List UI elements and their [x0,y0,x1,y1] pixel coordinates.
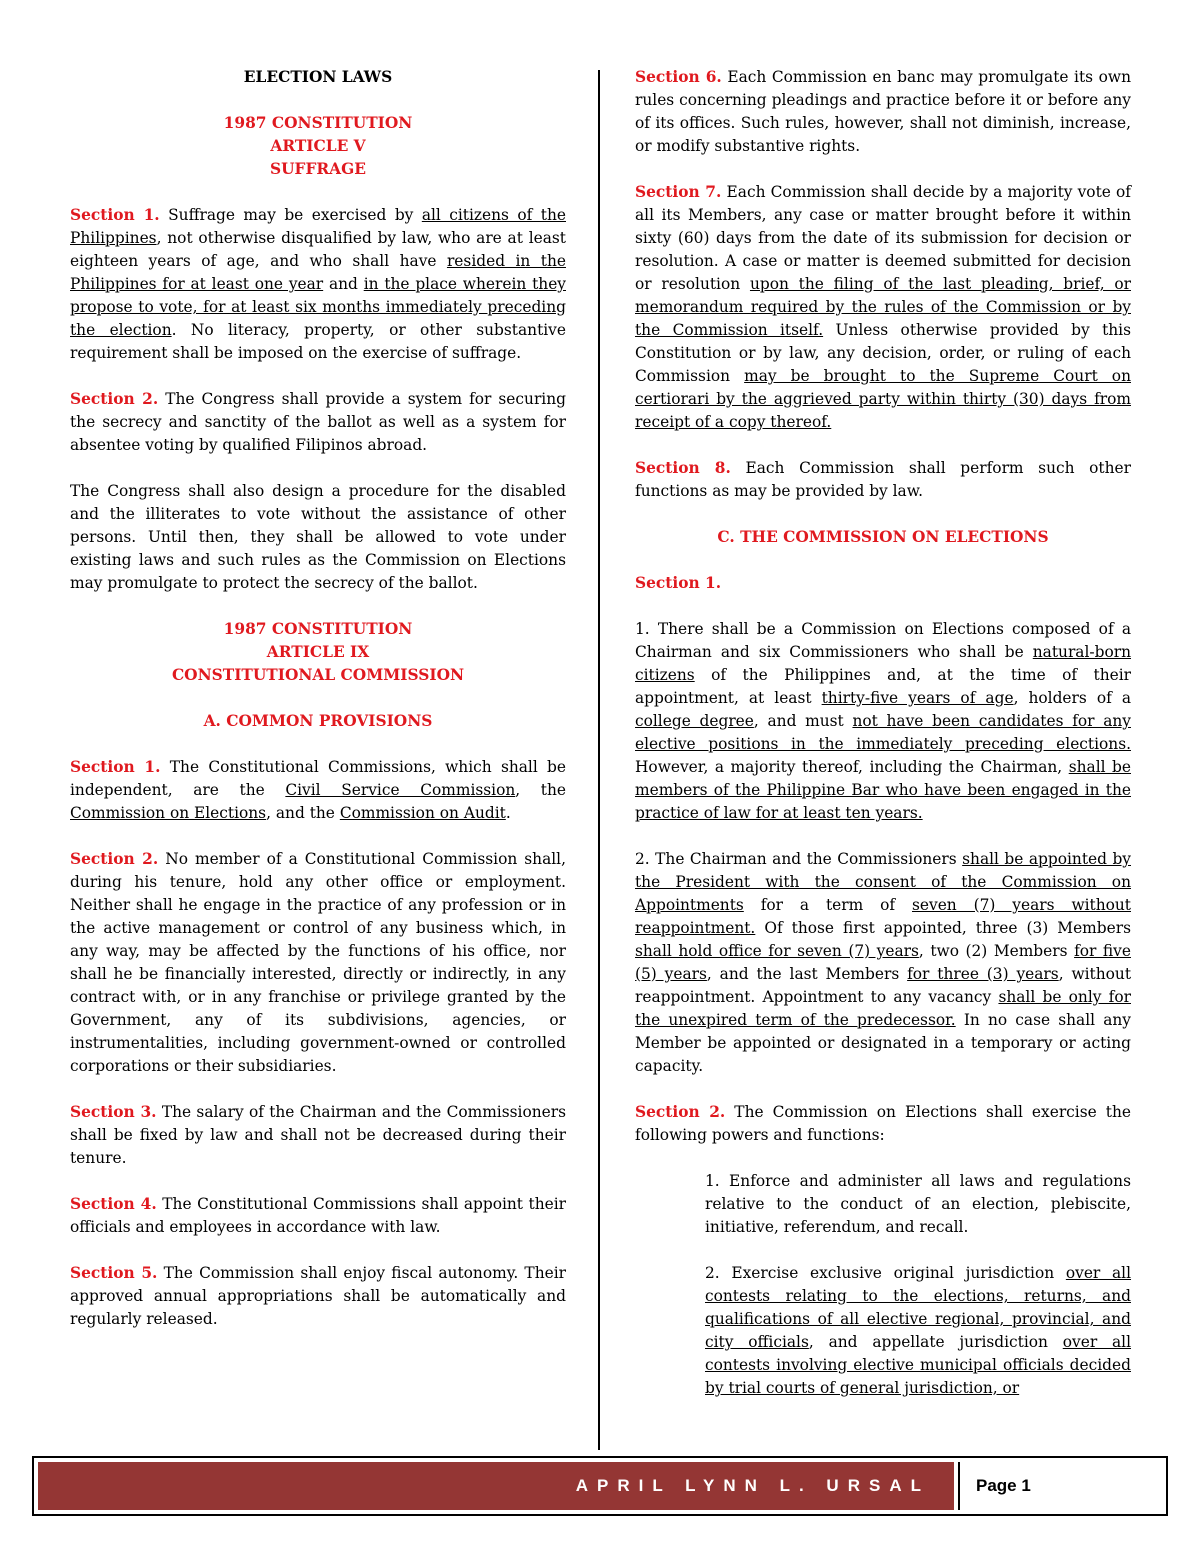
section-text: The Commission on Elections shall exercise the following powers and functions: [635,1103,1131,1144]
section-text: and [323,275,364,293]
section-label: Section 2. [70,390,159,408]
page-footer [32,1456,1168,1516]
comelec-section-1-paragraph-2 [635,848,1131,1078]
comelec-heading: C. THE COMMISSION ON ELECTIONS [717,528,1049,546]
underlined-text: for five (5) years [635,942,1131,983]
article-v-section-2-paragraph-2: The Congress shall also design a procedure for the disabled and the illiterates to vote without the assistance of other persons. Until then, they shall be allowed to vote under existing laws and such rules as the Commission on Elections may promulgate to protect the secrecy of the ballot. [70,482,566,592]
common-section-5 [70,1262,566,1331]
underlined-text: Civil Service Commission [285,781,516,799]
article-v-section-1 [70,204,566,365]
section-text: In no case shall any Member be appointed or designated in a temporary or acting capacity. [635,1011,1131,1075]
common-provisions-heading: A. COMMON PROVISIONS [203,712,433,730]
section-text: , the [515,781,566,799]
section-text: Each Commission shall perform such other functions as may be provided by law. [635,459,1131,500]
section-text: Each Commission shall decide by a majority vote of all its Members, any case or matter brought before it within sixty (60) days from the date of its submission for decision or resolution. A case or matter is deemed submitted for decision or resolution [635,183,1131,293]
section-text: Suffrage may be exercised by [159,206,422,224]
section-label: Section 1. [70,206,160,224]
underlined-text: over all contests involving elective municipal officials decided by trial courts of general jurisdiction, or [705,1333,1131,1397]
right-column [635,66,1131,1423]
section-text: 2. The Chairman and the Commissioners [635,850,963,868]
heading-line: 1987 CONSTITUTION [223,114,413,132]
underlined-text: seven (7) years without reappointment. [635,896,1131,937]
common-section-6 [635,66,1131,158]
article-ix-heading [70,618,566,687]
section-label: Section 2. [635,1103,726,1121]
underlined-text: shall be members of the Philippine Bar who have been engaged in the practice of law for at least ten years. [635,758,1131,822]
section-text: The salary of the Chairman and the Commissioners shall be fixed by law and shall not be decreased during their tenure. [70,1103,566,1167]
section-text: Each Commission en banc may promulgate its own rules concerning pleadings and practice before it or before any of its offices. Such rules, however, shall not diminish, increase, or modify substantive rights. [635,68,1131,155]
comelec-function-1: 1. Enforce and administer all laws and regulations relative to the conduct of an election, plebiscite, initiative, referendum, and recall. [705,1172,1131,1236]
common-section-2 [70,848,566,1078]
underlined-text: shall be appointed by the President with the consent of the Commission on Appointments [635,850,1131,914]
section-label: Section 1. [70,758,161,776]
heading-line: SUFFRAGE [270,160,366,178]
section-text: , and the last Members [706,965,908,983]
underlined-text: not have been candidates for any elective positions in the immediately preceding elections. [635,712,1131,753]
comelec-function-2 [705,1262,1131,1400]
underlined-text: shall be only for the unexpired term of the predecessor. [635,988,1131,1029]
section-text: The Congress shall provide a system for securing the secrecy and sanctity of the ballot as well as a system for absentee voting by qualified Filipinos abroad. [70,390,566,454]
underlined-text: over all contests relating to the elections, returns, and qualifications of all elective regional, provincial, and city officials [705,1264,1132,1351]
underlined-text: for three (3) years [907,965,1059,983]
underlined-text: in the place wherein they propose to vote, for at least six months immediately preceding the election [70,275,566,339]
article-v-section-2 [70,388,566,457]
section-text: , and appellate jurisdiction [808,1333,1063,1351]
section-text: Unless otherwise provided by this Constitution or by law, any decision, order, or ruling of each Commission [635,321,1131,385]
heading-line: CONSTITUTIONAL COMMISSION [171,666,465,684]
underlined-text: all citizens of the Philippines [70,206,566,247]
comelec-section-1-paragraph-1 [635,618,1131,825]
common-section-3 [70,1101,566,1170]
underlined-text: may be brought to the Supreme Court on certiorari by the aggrieved party within thirty (30) days from receipt of a copy thereof. [635,367,1131,431]
section-text: No member of a Constitutional Commission shall, during his tenure, hold any other office or employment. Neither shall he engage in the practice of any profession or in the active management or control of any business which, in any way, may be affected by the functions of his office, nor shall he be financially interested, directly or indirectly, in any contract with, or in any franchise or privilege granted by the Government, any of its subdivisions, agencies, or instrumentalities, including government-owned or controlled corporations or their subsidiaries. [70,850,566,1075]
section-label: Section 5. [70,1264,158,1282]
section-text: , without reappointment. Appointment to any vacancy [635,965,1132,1006]
common-section-7 [635,181,1131,434]
section-label: Section 6. [635,68,722,86]
common-section-4 [70,1193,566,1239]
section-text: The Constitutional Commissions shall appoint their officials and employees in accordance with law. [70,1195,566,1236]
underlined-text: Commission on Audit [339,804,506,822]
section-text: , holders of a [1013,689,1131,707]
heading-line: ARTICLE IX [266,643,370,661]
section-text: 1. There shall be a Commission on Elections composed of a Chairman and six Commissioners who shall be [635,620,1131,661]
section-text: of the Philippines and, at the time of their appointment, at least [635,666,1131,707]
section-label: Section 8. [635,459,731,477]
section-text: 2. Exercise exclusive original jurisdiction [705,1264,1066,1282]
page-number: Page 1 [958,1462,1162,1510]
section-label: Section 3. [70,1103,157,1121]
footer-author-name: APRIL LYNN L. URSAL [575,1476,930,1495]
common-section-1 [70,756,566,825]
section-text: The Constitutional Commissions, which shall be independent, are the [70,758,566,799]
footer-author-bar [38,1462,954,1510]
underlined-text: natural-born citizens [635,643,1131,684]
underlined-text: Commission on Elections [70,804,267,822]
underlined-text: thirty-five years of age [821,689,1014,707]
column-divider [598,70,600,1450]
section-text: The Commission shall enjoy fiscal autonomy. Their approved annual appropriations shall be automatically and regularly released. [70,1264,566,1328]
comelec-section-1-label: Section 1. [635,574,722,592]
section-text: , and must [753,712,853,730]
section-label: Section 4. [70,1195,157,1213]
section-text: , not otherwise disqualified by law, who are at least eighteen years of age, and who shall have [70,229,566,270]
section-text: . [505,804,511,822]
comelec-section-2 [635,1101,1131,1147]
underlined-text: college degree [635,712,754,730]
section-text: for a term of [743,896,912,914]
underlined-text: resided in the Philippines for at least one year [70,252,566,293]
section-text: , and the [266,804,340,822]
heading-line: ARTICLE V [270,137,366,155]
underlined-text: shall hold office for seven (7) years [635,942,919,960]
section-label: Section 2. [70,850,159,868]
section-text: . No literacy, property, or other substantive requirement shall be imposed on the exercise of suffrage. [70,321,566,362]
common-section-8 [635,457,1131,503]
section-text: Of those first appointed, three (3) Members [755,919,1131,937]
section-label: Section 7. [635,183,722,201]
document-title: ELECTION LAWS [243,68,393,86]
heading-line: 1987 CONSTITUTION [223,620,413,638]
article-v-heading [70,112,566,181]
section-text: However, a majority thereof, including the Chairman, [635,758,1069,776]
section-text: , two (2) Members [918,942,1075,960]
left-column [70,66,566,1354]
underlined-text: upon the filing of the last pleading, brief, or memorandum required by the rules of the Commission or by the Commission itself. [635,275,1131,339]
